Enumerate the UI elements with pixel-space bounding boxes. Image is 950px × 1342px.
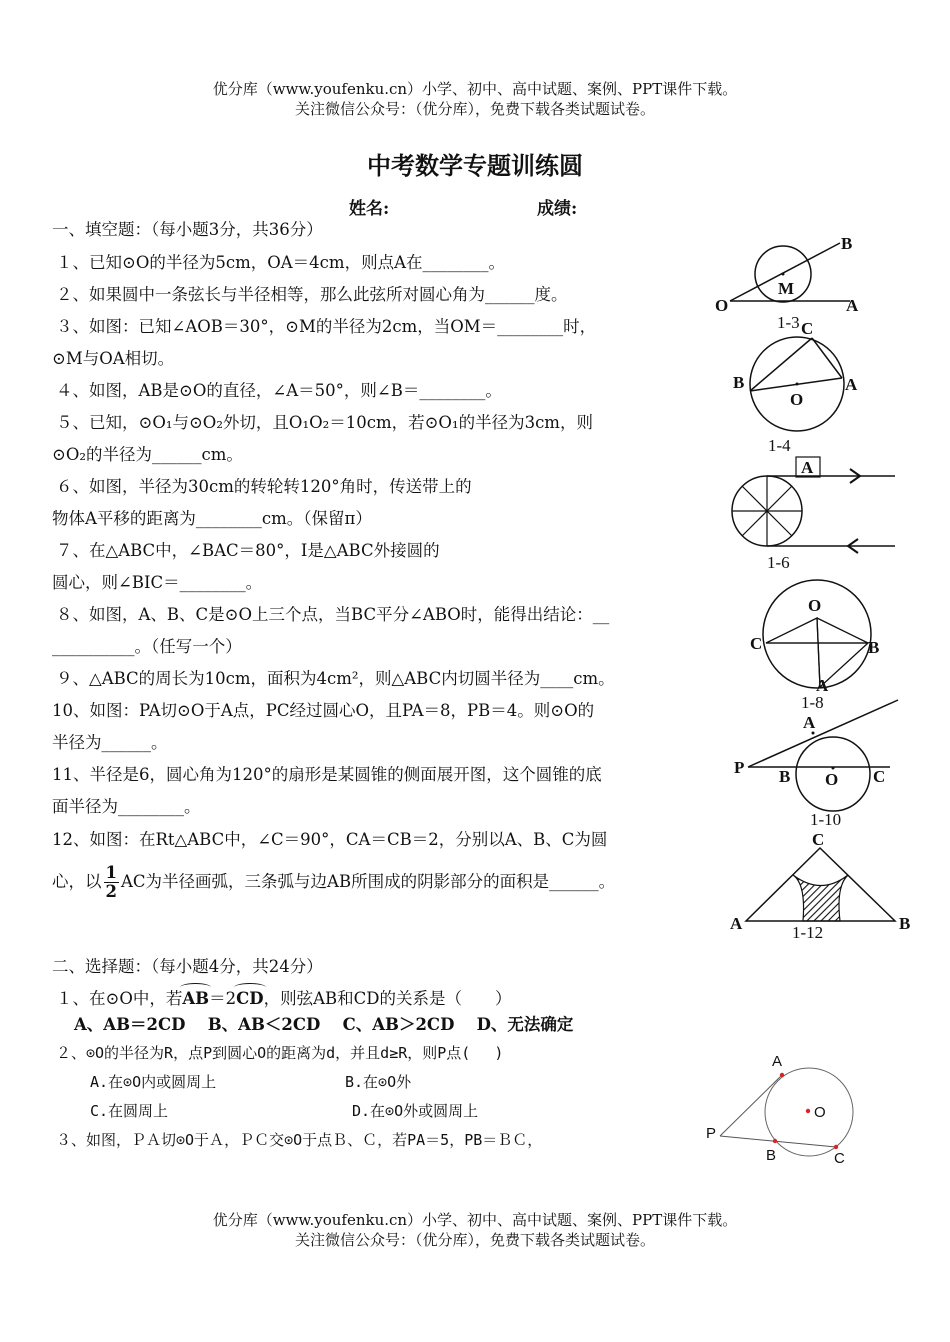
- q1-7: ７、在△ABC中，∠BAC＝80°，I是△ABC外接圆的: [56, 541, 440, 560]
- q2-3: ３、如图，ＰＡ切⊙O于Ａ，ＰＣ交⊙O于点Ｂ、Ｃ，若PA＝5，PB＝ＢＣ，: [56, 1131, 543, 1149]
- score-label: 成绩:: [537, 199, 578, 219]
- q1-2: ２、如果圆中一条弦长与半径相等，那么此弦所对圆心角为______度。: [56, 285, 568, 304]
- q1-9: ９、△ABC的周长为10cm，面积为4cm²，则△ABC内切圆半径为____cm。: [56, 669, 615, 688]
- q2-2-option-a: A.在⊙O内或圆周上: [90, 1073, 217, 1091]
- label-c: C: [834, 1150, 845, 1167]
- label-c: C: [750, 634, 763, 653]
- label-a: A: [801, 458, 814, 477]
- half-fraction: [104, 864, 119, 901]
- tangent-pa: [720, 1075, 782, 1136]
- label-o: O: [808, 596, 822, 615]
- secant-pc: [720, 1136, 836, 1147]
- fraction-numerator: 1: [105, 863, 117, 882]
- label-o: O: [715, 296, 729, 315]
- point-b: [773, 1139, 777, 1143]
- caption-1-8: 1-8: [801, 693, 824, 712]
- q1-4: ４、如图，AB是⊙O的直径，∠A＝50°，则∠B＝________。: [56, 381, 502, 400]
- point-o: [806, 1109, 810, 1113]
- q2-1-mid: ＝2: [209, 989, 237, 1008]
- q1-5-cont: ⊙O₂的半径为______cm。: [52, 445, 243, 464]
- q2-2-option-c: C.在圆周上: [90, 1102, 169, 1120]
- q1-11: 11、半径是6，圆心角为120°的扇形是某圆锥的侧面展开图，这个圆锥的底: [52, 765, 602, 784]
- figure-1-12: [730, 830, 910, 942]
- label-o: O: [825, 770, 839, 789]
- label-b: B: [841, 234, 853, 253]
- q1-10: 10、如图：PA切⊙O于A点，PC经过圆心O，且PA＝8，PB＝4。则⊙O的: [52, 701, 595, 720]
- q2-2-option-d: D.在⊙O外或圆周上: [352, 1102, 479, 1120]
- label-o: O: [814, 1104, 826, 1121]
- section1-heading: 一、填空题：（每小题3分，共36分）: [52, 220, 323, 239]
- q1-8: ８、如图，A、B、C是⊙O上三个点，当BC平分∠ABO时，能得出结论：__: [56, 605, 610, 624]
- label-a: A: [816, 676, 829, 695]
- label-p: P: [706, 1125, 717, 1142]
- q1-8-cont: __________。（任写一个）: [52, 637, 242, 656]
- label-b: B: [779, 767, 791, 786]
- caption-1-10: 1-10: [810, 810, 842, 829]
- label-c: C: [873, 767, 886, 786]
- caption-1-4: 1-4: [768, 436, 791, 455]
- label-b: B: [868, 638, 880, 657]
- q1-3: ３、如图：已知∠AOB＝30°，⊙M的半径为2cm，当OM＝________时，: [56, 317, 597, 336]
- q1-11-cont: 面半径为________。: [52, 797, 201, 816]
- figure-1-6: [732, 457, 895, 572]
- label-a: A: [845, 375, 858, 394]
- q1-12: 12、如图：在Rt△ABC中，∠C＝90°，CA＝CB＝2，分别以A、B、C为圆: [52, 830, 608, 849]
- q1-5: ５、已知，⊙O₁与⊙O₂外切，且O₁O₂＝10cm，若⊙O₁的半径为3cm，则: [56, 413, 593, 432]
- label-p: P: [734, 758, 745, 777]
- label-a: A: [730, 914, 743, 933]
- q1-3-cont: ⊙M与OA相切。: [52, 349, 175, 368]
- q12-suffix: AC为半径画弧，三条弧与边AB所围成的阴影部分的面积是______。: [120, 872, 616, 891]
- figure-1-4: [733, 319, 858, 455]
- q1-6-cont: 物体A平移的距离为________cm。（保留π）: [52, 509, 372, 528]
- point-c: [834, 1145, 838, 1149]
- label-b: B: [733, 373, 745, 392]
- label-m: M: [778, 279, 795, 298]
- footer-line-2: 关注微信公众号：（优分库），免费下载各类试题试卷。: [294, 1231, 655, 1249]
- arc-cd: CD: [236, 989, 264, 1008]
- label-a: A: [772, 1053, 783, 1070]
- header-line-1: 优分库（www.youfenku.cn）小学、初中、高中试题、案例、PPT课件下载。: [212, 80, 738, 98]
- figure-1-10: [734, 700, 898, 829]
- label-c: C: [801, 319, 814, 338]
- q1-6: ６、如图，半径为30cm的转轮转120°角时，传送带上的: [56, 477, 472, 496]
- fraction-denominator: 2: [105, 882, 117, 901]
- q1-1: １、已知⊙O的半径为5cm，OA＝4cm，则点A在________。: [56, 253, 505, 272]
- q2-1-options: A、AB＝2CD B、AB＜2CD C、AB＞2CD D、无法确定: [74, 1015, 574, 1034]
- label-a: A: [846, 296, 859, 315]
- name-label: 姓名:: [349, 199, 390, 219]
- page-title: 中考数学专题训练圆: [367, 152, 583, 180]
- label-o: O: [790, 390, 804, 409]
- figures-column: [700, 228, 940, 1208]
- q2-2: ２、⊙O的半径为R，点P到圆心O的距离为d，并且d≥R，则P点( ): [56, 1044, 504, 1062]
- caption-1-12: 1-12: [792, 923, 824, 942]
- label-c: C: [812, 830, 825, 849]
- header-line-2: 关注微信公众号：（优分库），免费下载各类试题试卷。: [294, 100, 655, 118]
- caption-1-6: 1-6: [767, 553, 790, 572]
- q2-1-prefix: １、在⊙O中，若: [56, 989, 183, 1008]
- footer-line-1: 优分库（www.youfenku.cn）小学、初中、高中试题、案例、PPT课件下载。: [212, 1211, 738, 1229]
- figure-1-8: [750, 580, 879, 712]
- q12-prefix: 心，以: [52, 872, 102, 891]
- label-b: B: [899, 914, 911, 933]
- q2-1-suffix: ，则弦AB和CD的关系是（ ）: [263, 989, 512, 1008]
- point-a: [780, 1073, 784, 1077]
- shaded-region: [793, 875, 848, 921]
- q2-2-option-b: B.在⊙O外: [345, 1073, 412, 1091]
- arc-ab: AB: [182, 989, 210, 1008]
- chord-ca: [812, 338, 842, 378]
- label-b: B: [766, 1147, 777, 1164]
- section2-heading: 二、选择题：（每小题4分，共24分）: [52, 957, 323, 976]
- q1-12-cont: [52, 862, 615, 902]
- caption-1-3: 1-3: [777, 313, 800, 332]
- q2-1: [56, 988, 511, 1010]
- label-a: A: [803, 713, 816, 732]
- figure-1-3: [715, 234, 859, 332]
- q1-10-cont: 半径为______。: [52, 733, 168, 752]
- center-m: [782, 273, 785, 276]
- q1-7-cont: 圆心，则∠BIC＝________。: [52, 573, 263, 592]
- figure-choice-3: [706, 1053, 853, 1167]
